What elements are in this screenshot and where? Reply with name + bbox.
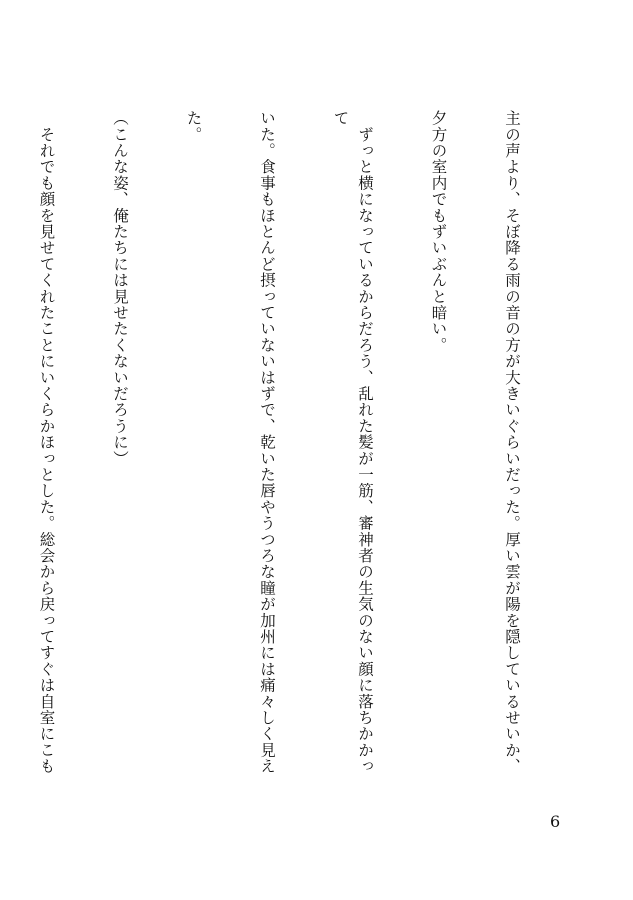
vertical-text-body	[0, 110, 573, 790]
text-line: た。	[184, 110, 203, 143]
page-number: 6	[550, 812, 561, 831]
text-line: 主の声より、そぼ降る雨の音の方が大きいぐらいだった。厚い雲が陽を隠しているせいか、	[503, 110, 521, 775]
text-line: それでも顔を見せてくれたことにいくらかほっとした。総会から戻ってすぐは自室にこも	[37, 110, 56, 775]
text-line: （こんな姿、俺たちには見せたくないだろうに）	[111, 110, 129, 467]
text-line: ずっと横になっているからだろう、乱れた髪が一筋、審神者の生気のない顔に落ちかかって	[331, 110, 374, 775]
text-line: 夕方の室内でもずいぶんと暗い。	[429, 110, 448, 353]
text-line: いた。食事もほとんど摂っていないはずで、乾いた唇やうつろな瞳が加州には痛々しく見え	[258, 110, 276, 775]
